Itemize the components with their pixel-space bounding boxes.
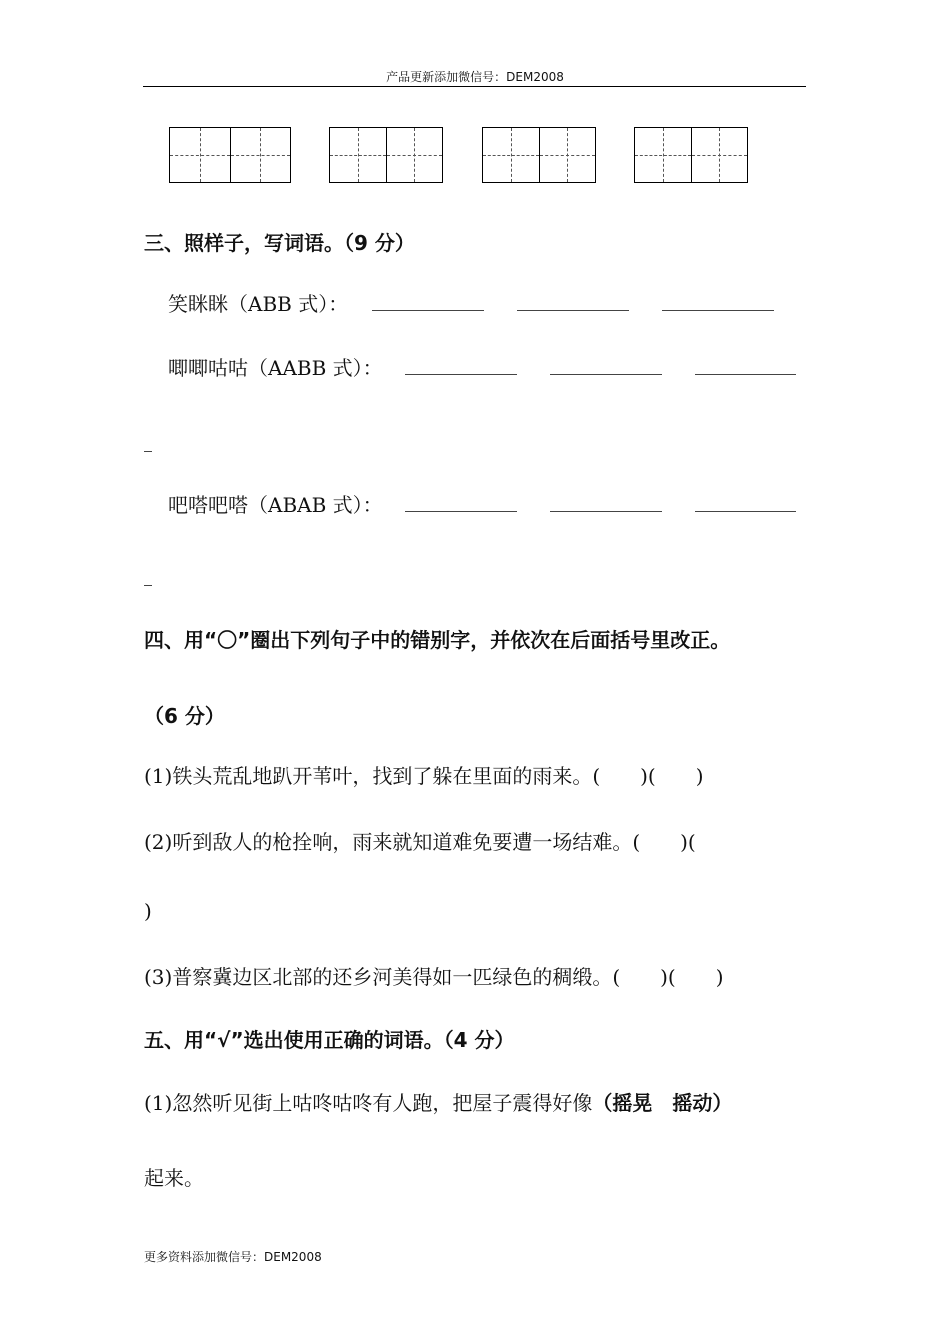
section-4-title: 四、用“〇”圈出下列句子中的错别字，并依次在后面括号里改正。 xyxy=(144,628,731,652)
answer-blank[interactable] xyxy=(662,310,774,311)
answer-blank[interactable] xyxy=(695,374,796,375)
grid-cell xyxy=(540,128,596,182)
section-4-item-3: (3)普察冀边区北部的还乡河美得如一匹绿色的稠缎。( )( ) xyxy=(144,965,724,989)
page-footer: 更多资料添加微信号：DEM2008 xyxy=(144,1250,322,1264)
section-4-score: （6 分） xyxy=(144,704,225,728)
answer-blank[interactable] xyxy=(372,310,484,311)
answer-blank-wrap xyxy=(144,585,152,586)
page-header: 产品更新添加微信号：DEM2008 xyxy=(386,70,564,84)
section-3-title: 三、照样子，写词语。（9 分） xyxy=(144,231,415,255)
answer-blank[interactable] xyxy=(550,374,662,375)
section-4-item-1: (1)铁头荒乱地趴开苇叶，找到了躲在里面的雨来。( )( ) xyxy=(144,764,704,788)
header-rule xyxy=(143,86,806,87)
section-3-item-2-label: 唧唧咕咕（AABB 式）： xyxy=(168,356,383,380)
section-5-item-1-text: (1)忽然听见街上咕咚咕咚有人跑，把屋子震得好像 xyxy=(144,1091,593,1115)
section-3-item-3-label: 吧嗒吧嗒（ABAB 式）： xyxy=(168,493,383,517)
section-4-item-2: (2)听到敌人的枪拴响，雨来就知道难免要遭一场结难。( )( xyxy=(144,830,696,854)
grid-cell xyxy=(330,128,387,182)
answer-blank[interactable] xyxy=(405,374,517,375)
word-options[interactable]: （摇晃 摇动） xyxy=(592,1091,733,1115)
writing-grid-3 xyxy=(482,127,596,183)
section-3-item-1-label: 笑眯眯（ABB 式）： xyxy=(168,292,349,316)
section-5-item-1-cont: 起来。 xyxy=(144,1166,204,1190)
section-4-item-2-cont: ) xyxy=(144,899,152,923)
writing-grid-4 xyxy=(634,127,748,183)
answer-blank-wrap xyxy=(144,451,152,452)
answer-blank[interactable] xyxy=(695,511,796,512)
grid-cell xyxy=(635,128,692,182)
grid-cell xyxy=(387,128,443,182)
answer-blank[interactable] xyxy=(405,511,517,512)
grid-cell xyxy=(483,128,540,182)
grid-cell xyxy=(170,128,231,182)
section-5-item-1 xyxy=(144,1087,732,1116)
writing-grid-2 xyxy=(329,127,443,183)
answer-blank[interactable] xyxy=(550,511,662,512)
grid-cell xyxy=(692,128,748,182)
writing-grid-1 xyxy=(169,127,291,183)
grid-cell xyxy=(231,128,291,182)
answer-blank[interactable] xyxy=(517,310,629,311)
section-5-title: 五、用“√”选出使用正确的词语。（4 分） xyxy=(144,1028,515,1052)
